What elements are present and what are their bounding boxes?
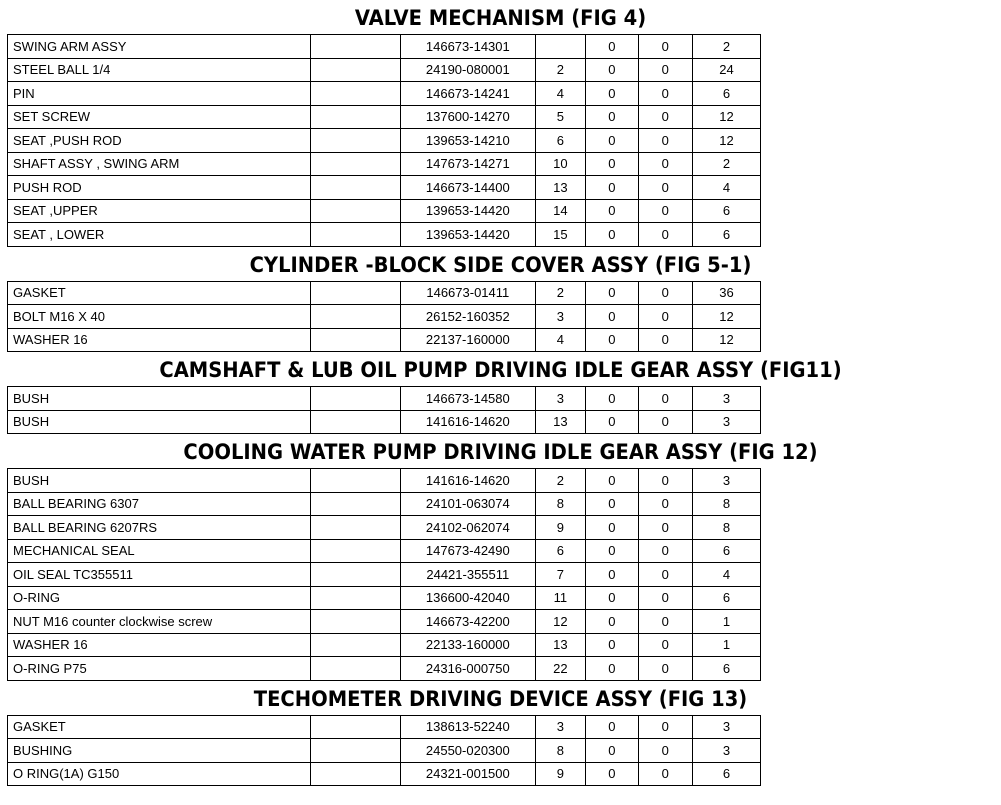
table-row xyxy=(8,586,761,610)
value-cell: 0 xyxy=(638,762,693,786)
blank-cell xyxy=(311,387,400,411)
part-description-cell: WASHER 16 xyxy=(8,633,311,657)
value-cell: 0 xyxy=(638,739,693,763)
part-number-cell: 24321-001500 xyxy=(400,762,535,786)
value-cell: 0 xyxy=(638,199,693,223)
part-description-cell: BOLT M16 X 40 xyxy=(8,305,311,329)
quantity-cell: 6 xyxy=(693,223,761,247)
ref-number-cell: 3 xyxy=(535,305,585,329)
part-number-cell: 147673-14271 xyxy=(400,152,535,176)
part-number-cell: 24102-062074 xyxy=(400,516,535,540)
blank-cell xyxy=(311,610,400,634)
part-number-cell: 24421-355511 xyxy=(400,563,535,587)
value-cell: 0 xyxy=(586,563,638,587)
value-cell: 0 xyxy=(638,328,693,352)
part-number-cell: 146673-14241 xyxy=(400,82,535,106)
ref-number-cell: 22 xyxy=(535,657,585,681)
part-description-cell: O-RING P75 xyxy=(8,657,311,681)
ref-number-cell: 4 xyxy=(535,328,585,352)
value-cell: 0 xyxy=(586,657,638,681)
ref-number-cell: 13 xyxy=(535,176,585,200)
section-title-techometer-driving-device: TECHOMETER DRIVING DEVICE ASSY (FIG 13) xyxy=(253,686,748,711)
blank-cell xyxy=(311,586,400,610)
part-description-cell: BUSH xyxy=(8,410,311,434)
value-cell: 0 xyxy=(638,516,693,540)
quantity-cell: 6 xyxy=(693,657,761,681)
part-number-cell: 141616-14620 xyxy=(400,469,535,493)
value-cell: 0 xyxy=(638,715,693,739)
part-description-cell: GASKET xyxy=(8,715,311,739)
value-cell: 0 xyxy=(586,176,638,200)
parts-table-valve-mechanism xyxy=(7,34,761,247)
value-cell: 0 xyxy=(638,586,693,610)
parts-table-cooling-water-pump xyxy=(7,468,761,681)
part-description-cell: SET SCREW xyxy=(8,105,311,129)
blank-cell xyxy=(311,223,400,247)
quantity-cell: 6 xyxy=(693,586,761,610)
quantity-cell: 6 xyxy=(693,762,761,786)
blank-cell xyxy=(311,58,400,82)
ref-number-cell xyxy=(535,35,585,59)
value-cell: 0 xyxy=(586,516,638,540)
part-description-cell: SWING ARM ASSY xyxy=(8,35,311,59)
quantity-cell: 3 xyxy=(693,715,761,739)
value-cell: 0 xyxy=(586,328,638,352)
ref-number-cell: 2 xyxy=(535,469,585,493)
part-description-cell: BUSHING xyxy=(8,739,311,763)
blank-cell xyxy=(311,105,400,129)
ref-number-cell: 10 xyxy=(535,152,585,176)
part-description-cell: BUSH xyxy=(8,387,311,411)
value-cell: 0 xyxy=(586,739,638,763)
section-title-cylinder-block-side-cover: CYLINDER -BLOCK SIDE COVER ASSY (FIG 5-1) xyxy=(249,252,752,277)
table-row xyxy=(8,492,761,516)
blank-cell xyxy=(311,715,400,739)
blank-cell xyxy=(311,152,400,176)
quantity-cell: 12 xyxy=(693,129,761,153)
ref-number-cell: 14 xyxy=(535,199,585,223)
quantity-cell: 1 xyxy=(693,633,761,657)
part-description-cell: BALL BEARING 6207RS xyxy=(8,516,311,540)
value-cell: 0 xyxy=(638,105,693,129)
part-number-cell: 26152-160352 xyxy=(400,305,535,329)
part-number-cell: 146673-14400 xyxy=(400,176,535,200)
table-row xyxy=(8,199,761,223)
part-number-cell: 136600-42040 xyxy=(400,586,535,610)
value-cell: 0 xyxy=(638,610,693,634)
part-description-cell: PIN xyxy=(8,82,311,106)
ref-number-cell: 7 xyxy=(535,563,585,587)
value-cell: 0 xyxy=(586,469,638,493)
ref-number-cell: 15 xyxy=(535,223,585,247)
quantity-cell: 3 xyxy=(693,739,761,763)
part-description-cell: STEEL BALL 1/4 xyxy=(8,58,311,82)
ref-number-cell: 6 xyxy=(535,539,585,563)
quantity-cell: 24 xyxy=(693,58,761,82)
part-number-cell: 146673-01411 xyxy=(400,281,535,305)
table-row xyxy=(8,129,761,153)
value-cell: 0 xyxy=(638,281,693,305)
part-description-cell: GASKET xyxy=(8,281,311,305)
part-number-cell: 147673-42490 xyxy=(400,539,535,563)
parts-table-techometer-driving-device xyxy=(7,715,761,787)
parts-table-cylinder-block-side-cover xyxy=(7,281,761,353)
ref-number-cell: 11 xyxy=(535,586,585,610)
table-row xyxy=(8,633,761,657)
ref-number-cell: 9 xyxy=(535,516,585,540)
blank-cell xyxy=(311,35,400,59)
value-cell: 0 xyxy=(586,58,638,82)
ref-number-cell: 8 xyxy=(535,492,585,516)
blank-cell xyxy=(311,305,400,329)
part-number-cell: 137600-14270 xyxy=(400,105,535,129)
table-row xyxy=(8,657,761,681)
value-cell: 0 xyxy=(586,410,638,434)
value-cell: 0 xyxy=(586,105,638,129)
value-cell: 0 xyxy=(586,633,638,657)
blank-cell xyxy=(311,492,400,516)
part-number-cell: 146673-14580 xyxy=(400,387,535,411)
part-description-cell: SEAT , LOWER xyxy=(8,223,311,247)
table-row xyxy=(8,223,761,247)
value-cell: 0 xyxy=(586,586,638,610)
blank-cell xyxy=(311,633,400,657)
ref-number-cell: 6 xyxy=(535,129,585,153)
ref-number-cell: 2 xyxy=(535,58,585,82)
blank-cell xyxy=(311,657,400,681)
ref-number-cell: 9 xyxy=(535,762,585,786)
quantity-cell: 12 xyxy=(693,305,761,329)
part-description-cell: MECHANICAL SEAL xyxy=(8,539,311,563)
value-cell: 0 xyxy=(638,176,693,200)
quantity-cell: 12 xyxy=(693,328,761,352)
value-cell: 0 xyxy=(586,281,638,305)
table-row xyxy=(8,469,761,493)
part-number-cell: 146673-42200 xyxy=(400,610,535,634)
value-cell: 0 xyxy=(638,82,693,106)
value-cell: 0 xyxy=(586,152,638,176)
part-description-cell: SHAFT ASSY , SWING ARM xyxy=(8,152,311,176)
quantity-cell: 12 xyxy=(693,105,761,129)
blank-cell xyxy=(311,762,400,786)
part-description-cell: NUT M16 counter clockwise screw xyxy=(8,610,311,634)
value-cell: 0 xyxy=(638,539,693,563)
ref-number-cell: 4 xyxy=(535,82,585,106)
part-description-cell: WASHER 16 xyxy=(8,328,311,352)
quantity-cell: 6 xyxy=(693,539,761,563)
part-description-cell: SEAT ,PUSH ROD xyxy=(8,129,311,153)
value-cell: 0 xyxy=(586,305,638,329)
value-cell: 0 xyxy=(638,492,693,516)
blank-cell xyxy=(311,82,400,106)
table-row xyxy=(8,410,761,434)
blank-cell xyxy=(311,176,400,200)
part-number-cell: 24190-080001 xyxy=(400,58,535,82)
table-row xyxy=(8,715,761,739)
table-row xyxy=(8,82,761,106)
section-title-camshaft-lub-oil-pump: CAMSHAFT & LUB OIL PUMP DRIVING IDLE GEAR ASSY (FIG11) xyxy=(159,358,842,382)
ref-number-cell: 13 xyxy=(535,410,585,434)
value-cell: 0 xyxy=(586,199,638,223)
quantity-cell: 3 xyxy=(693,469,761,493)
part-number-cell: 139653-14210 xyxy=(400,129,535,153)
part-number-cell: 146673-14301 xyxy=(400,35,535,59)
table-row xyxy=(8,305,761,329)
part-description-cell: BUSH xyxy=(8,469,311,493)
quantity-cell: 4 xyxy=(693,563,761,587)
blank-cell xyxy=(311,281,400,305)
section-title-cooling-water-pump: COOLING WATER PUMP DRIVING IDLE GEAR ASSY (FIG 12) xyxy=(183,440,818,464)
value-cell: 0 xyxy=(586,35,638,59)
table-row xyxy=(8,739,761,763)
table-row xyxy=(8,516,761,540)
part-number-cell: 24550-020300 xyxy=(400,739,535,763)
value-cell: 0 xyxy=(638,129,693,153)
value-cell: 0 xyxy=(586,82,638,106)
value-cell: 0 xyxy=(586,715,638,739)
value-cell: 0 xyxy=(586,762,638,786)
table-row xyxy=(8,610,761,634)
part-description-cell: BALL BEARING 6307 xyxy=(8,492,311,516)
part-number-cell: 139653-14420 xyxy=(400,199,535,223)
blank-cell xyxy=(311,563,400,587)
part-number-cell: 22133-160000 xyxy=(400,633,535,657)
part-description-cell: O RING(1A) G150 xyxy=(8,762,311,786)
value-cell: 0 xyxy=(638,223,693,247)
blank-cell xyxy=(311,469,400,493)
value-cell: 0 xyxy=(638,657,693,681)
part-number-cell: 24316-000750 xyxy=(400,657,535,681)
quantity-cell: 6 xyxy=(693,82,761,106)
table-row xyxy=(8,35,761,59)
value-cell: 0 xyxy=(586,492,638,516)
value-cell: 0 xyxy=(638,563,693,587)
value-cell: 0 xyxy=(638,305,693,329)
quantity-cell: 3 xyxy=(693,387,761,411)
quantity-cell: 8 xyxy=(693,516,761,540)
table-row xyxy=(8,762,761,786)
parts-table-camshaft-lub-oil-pump xyxy=(7,386,761,434)
quantity-cell: 4 xyxy=(693,176,761,200)
quantity-cell: 2 xyxy=(693,35,761,59)
value-cell: 0 xyxy=(638,410,693,434)
blank-cell xyxy=(311,328,400,352)
ref-number-cell: 2 xyxy=(535,281,585,305)
value-cell: 0 xyxy=(586,387,638,411)
table-row xyxy=(8,176,761,200)
quantity-cell: 36 xyxy=(693,281,761,305)
table-row xyxy=(8,105,761,129)
table-row xyxy=(8,58,761,82)
ref-number-cell: 12 xyxy=(535,610,585,634)
value-cell: 0 xyxy=(586,129,638,153)
part-number-cell: 141616-14620 xyxy=(400,410,535,434)
section-title-valve-mechanism: VALVE MECHANISM (FIG 4) xyxy=(354,6,647,30)
blank-cell xyxy=(311,516,400,540)
part-number-cell: 138613-52240 xyxy=(400,715,535,739)
value-cell: 0 xyxy=(638,35,693,59)
table-row xyxy=(8,328,761,352)
value-cell: 0 xyxy=(586,539,638,563)
table-row xyxy=(8,152,761,176)
table-row xyxy=(8,387,761,411)
blank-cell xyxy=(311,129,400,153)
ref-number-cell: 5 xyxy=(535,105,585,129)
part-description-cell: OIL SEAL TC355511 xyxy=(8,563,311,587)
table-row xyxy=(8,563,761,587)
part-number-cell: 22137-160000 xyxy=(400,328,535,352)
blank-cell xyxy=(311,410,400,434)
quantity-cell: 2 xyxy=(693,152,761,176)
table-row xyxy=(8,281,761,305)
value-cell: 0 xyxy=(586,223,638,247)
value-cell: 0 xyxy=(638,633,693,657)
part-description-cell: PUSH ROD xyxy=(8,176,311,200)
value-cell: 0 xyxy=(638,469,693,493)
part-description-cell: SEAT ,UPPER xyxy=(8,199,311,223)
quantity-cell: 6 xyxy=(693,199,761,223)
table-row xyxy=(8,539,761,563)
part-description-cell: O-RING xyxy=(8,586,311,610)
ref-number-cell: 8 xyxy=(535,739,585,763)
ref-number-cell: 3 xyxy=(535,387,585,411)
blank-cell xyxy=(311,199,400,223)
value-cell: 0 xyxy=(638,58,693,82)
ref-number-cell: 13 xyxy=(535,633,585,657)
value-cell: 0 xyxy=(638,152,693,176)
part-number-cell: 24101-063074 xyxy=(400,492,535,516)
value-cell: 0 xyxy=(586,610,638,634)
quantity-cell: 1 xyxy=(693,610,761,634)
quantity-cell: 3 xyxy=(693,410,761,434)
quantity-cell: 8 xyxy=(693,492,761,516)
ref-number-cell: 3 xyxy=(535,715,585,739)
blank-cell xyxy=(311,539,400,563)
blank-cell xyxy=(311,739,400,763)
part-number-cell: 139653-14420 xyxy=(400,223,535,247)
value-cell: 0 xyxy=(638,387,693,411)
